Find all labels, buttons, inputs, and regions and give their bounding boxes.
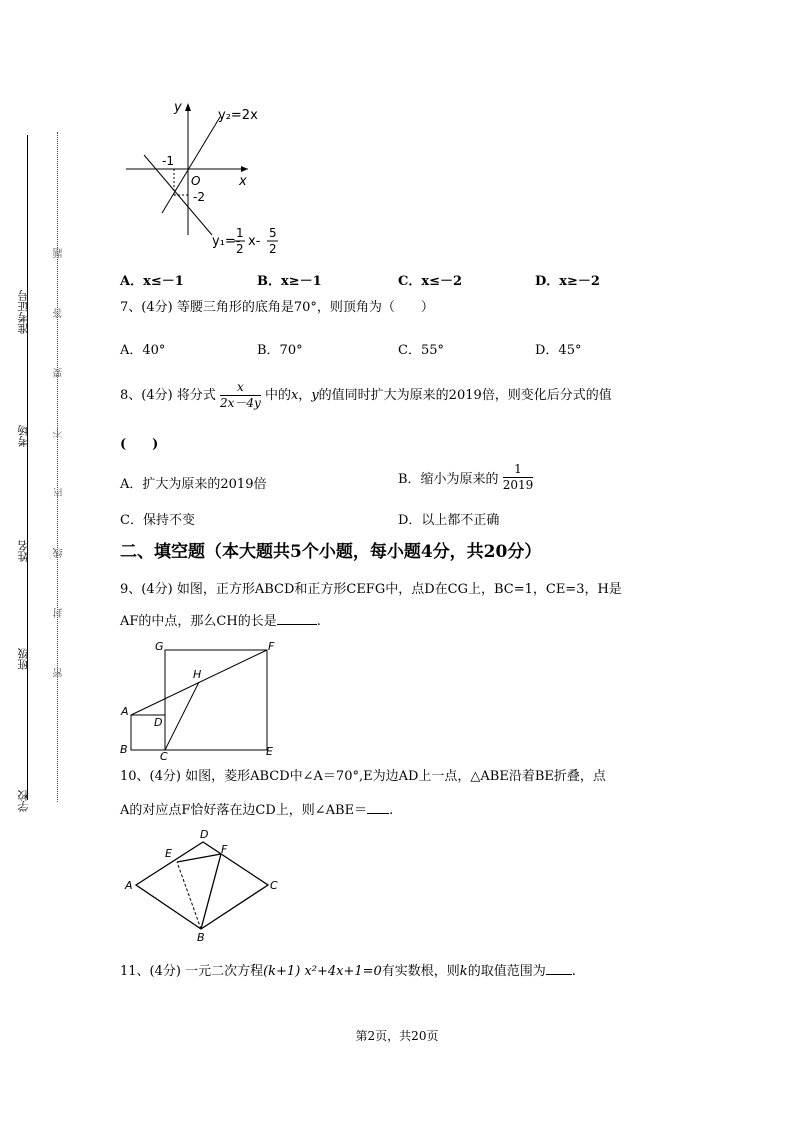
- square-cefg: [165, 650, 267, 750]
- q7-option-c: C．55°: [398, 343, 444, 358]
- q10-line1: 10、(4分) 如图，菱形ABCD中∠A＝70°,E为边AD上一点，△ABE沿着BE折叠，点: [120, 769, 606, 784]
- seal-line: [57, 132, 58, 802]
- margin-label-school: 学校: [17, 790, 30, 812]
- x-axis-arrow: [241, 166, 248, 172]
- seal-char: 要: [54, 368, 65, 378]
- q8-stem-a: 8、(4分) 将分式: [120, 388, 216, 403]
- q8-frac-num: x: [220, 380, 261, 396]
- label-d: D: [154, 716, 163, 729]
- q10-line2: [120, 801, 393, 819]
- q10-end: .: [389, 803, 394, 818]
- label-c: C: [270, 879, 278, 892]
- page-footer: 第2页，共20页: [355, 1029, 439, 1043]
- label-e: E: [165, 847, 172, 860]
- line1-frac2-den: 2: [269, 242, 277, 256]
- label-c: C: [160, 750, 168, 760]
- q9-line2-text: AF的中点，那么CH的长是: [120, 614, 277, 629]
- q8-option-b-text: B．缩小为原来的: [398, 472, 499, 487]
- origin-label: O: [191, 174, 201, 188]
- q8-optb-den: 2019: [502, 478, 534, 492]
- label-e: E: [266, 745, 273, 758]
- q8-stem-c: 的值同时扩大为原来的2019倍，则变化后分式的值: [318, 388, 612, 403]
- q8-paren: ( ): [120, 437, 159, 452]
- seal-char: 不: [54, 428, 65, 438]
- q7-option-a: A．40°: [120, 343, 166, 358]
- q8-frac-den: 2x－4y: [219, 396, 261, 410]
- x-tick-label: -1: [162, 154, 174, 168]
- q10-answer-blank: [367, 801, 389, 814]
- label-b: B: [197, 931, 205, 944]
- q7-stem: 7、(4分) 等腰三角形的底角是70°，则顶角为（ ）: [120, 300, 434, 315]
- seal-char: 答: [54, 308, 65, 318]
- q8-var-x: x: [290, 388, 299, 403]
- q6-option-b: B．x≥－1: [257, 274, 322, 289]
- segment-be: [177, 862, 201, 929]
- q9-line2: [120, 612, 321, 630]
- q10-figure: [120, 825, 285, 945]
- q11-text-b: 有实数根，则: [381, 964, 460, 979]
- line1-frac2-num: 5: [269, 226, 277, 240]
- q11-text-a: 11、(4分) 一元二次方程: [120, 964, 264, 979]
- seal-char: 封: [54, 608, 65, 618]
- binding-line: [27, 135, 28, 800]
- q8-option-a: A．扩大为原来的2019倍: [120, 477, 267, 492]
- label-a: A: [121, 705, 129, 718]
- q11-line: [120, 962, 576, 980]
- q8-var-y: y: [311, 388, 319, 403]
- margin-label-name: 姓名: [17, 540, 30, 562]
- q8-option-c: C．保持不变: [120, 513, 195, 528]
- q11-equation: (k+1) x²+4x+1=0: [263, 964, 382, 979]
- q10-line2-text: A的对应点F恰好落在边CD上，则∠ABE＝: [120, 803, 368, 818]
- q6-graph: [118, 95, 293, 260]
- y-axis-label: y: [174, 100, 182, 115]
- q6-option-c: C．x≤－2: [398, 274, 463, 289]
- seal-char: 线: [54, 548, 65, 558]
- q9-line1: 9、(4分) 如图，正方形ABCD和正方形CEFG中，点D在CG上，BC=1，CE=3，H是: [120, 582, 622, 597]
- seal-char: 题: [54, 248, 65, 258]
- line1-label-mid: x-: [248, 234, 261, 249]
- margin-label-exam-id: 准考证号: [17, 290, 30, 334]
- q8-fraction: [220, 380, 261, 411]
- line1-frac1-den: 2: [236, 242, 244, 256]
- section2-title: 二、填空题（本大题共5个小题，每小题4分，共20分）: [120, 542, 542, 562]
- seal-char: 内: [54, 488, 65, 498]
- q11-var-k: k: [459, 964, 468, 979]
- q11-end: .: [571, 964, 576, 979]
- q8-option-b-fraction: [503, 462, 534, 493]
- q8-option-d: D．以上都不正确: [398, 513, 500, 528]
- x-axis-label: x: [239, 174, 247, 189]
- label-f: F: [268, 640, 275, 653]
- margin-label-class: 班级: [17, 648, 30, 670]
- label-f: F: [221, 843, 228, 856]
- line1-label-prefix: y₁=-: [212, 234, 241, 249]
- q6-option-a: A．x≤－1: [120, 274, 184, 289]
- q9-figure: [115, 638, 285, 760]
- q11-answer-blank: [546, 962, 572, 975]
- seal-char: 密: [54, 668, 65, 678]
- q9-end: .: [316, 614, 321, 629]
- label-d: D: [200, 828, 209, 841]
- label-h: H: [193, 668, 202, 681]
- q11-text-c: 的取值范围为: [467, 964, 546, 979]
- y-tick-label: -2: [193, 190, 205, 204]
- q8-option-b: [398, 462, 533, 493]
- segment-ch: [165, 682, 199, 750]
- rhombus-abcd: [136, 842, 268, 929]
- q9-answer-blank: [277, 612, 317, 625]
- label-b: B: [120, 743, 128, 756]
- label-a: A: [125, 879, 133, 892]
- q8-stem-b: 中的: [264, 388, 291, 403]
- line2-label: y₂=2x: [218, 108, 258, 123]
- q8-stem: [120, 378, 612, 414]
- q8-optb-num: 1: [503, 462, 534, 478]
- line1-frac1-num: 1: [236, 226, 244, 240]
- label-g: G: [155, 640, 164, 653]
- margin-label-exam-room: 考场: [17, 425, 30, 447]
- q7-option-d: D．45°: [535, 343, 582, 358]
- q7-option-b: B．70°: [257, 343, 303, 358]
- q8-sep: ，: [298, 388, 312, 403]
- q6-option-d: D．x≥－2: [535, 274, 600, 289]
- y-axis-arrow: [185, 103, 191, 111]
